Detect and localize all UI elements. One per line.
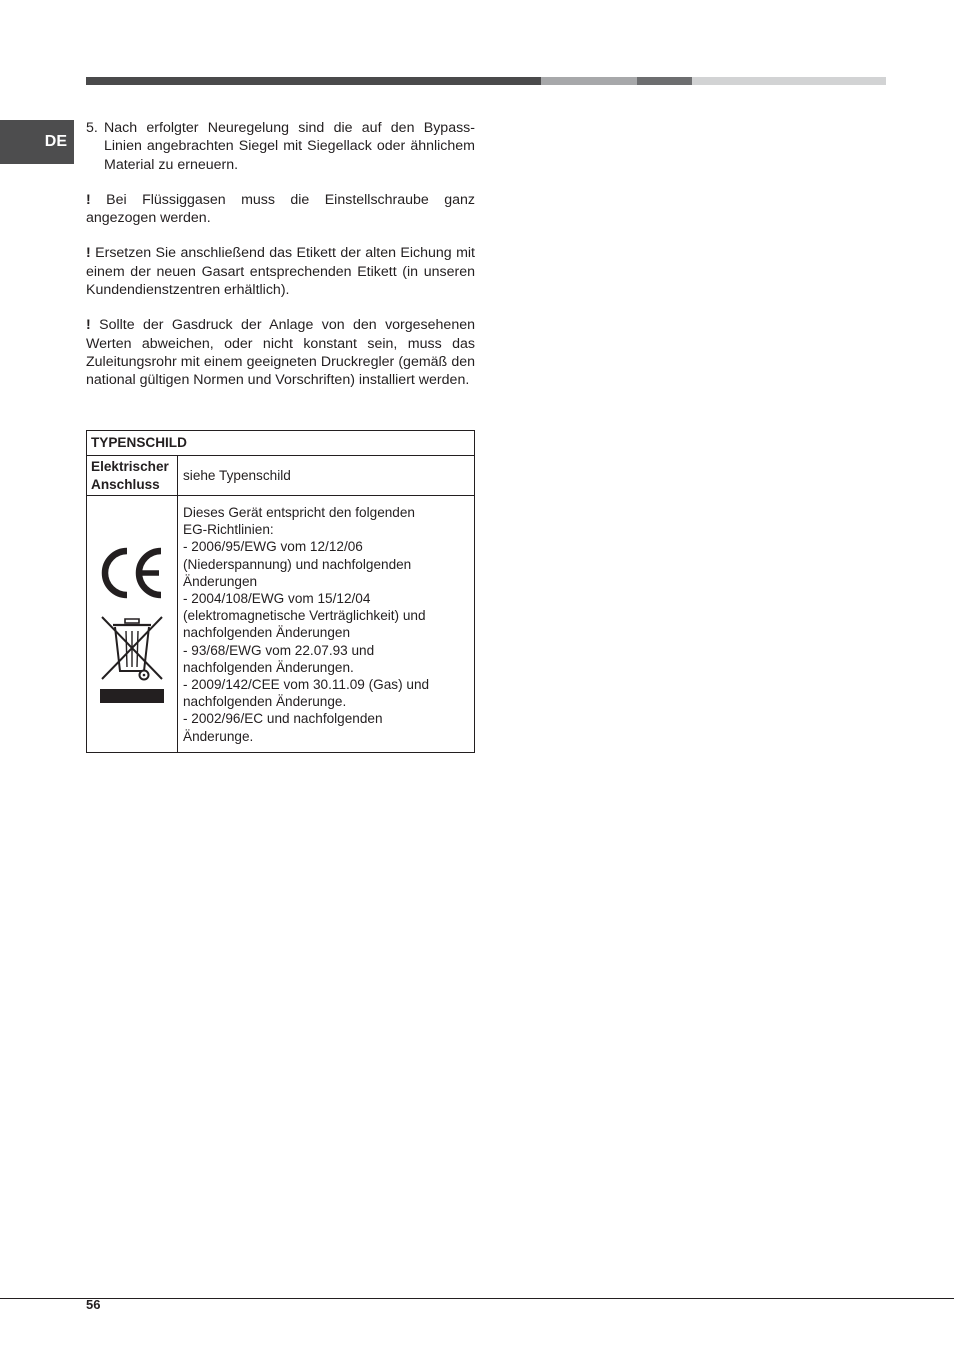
directive-line: - 2002/96/EC und nachfolgenden bbox=[183, 711, 383, 727]
directive-line: EG-Richtlinien: bbox=[183, 522, 274, 538]
warning-note bbox=[86, 191, 475, 228]
directive-line: Änderungen bbox=[183, 573, 258, 589]
table-row bbox=[87, 456, 475, 496]
warning-text: Ersetzen Sie anschließend das Etikett der alten Eichung mit einem der neuen Gasart entsprechenden Etikett (in unseren Kundendienstzentren erhältlich). bbox=[86, 245, 475, 299]
table-row bbox=[87, 496, 475, 753]
ec-directives-text bbox=[178, 496, 475, 753]
header-bar-segment-mid-gray bbox=[637, 77, 692, 85]
instructions-column bbox=[86, 119, 475, 390]
header-color-bar bbox=[86, 77, 886, 85]
warning-note bbox=[86, 244, 475, 299]
step-number: 5. bbox=[86, 120, 98, 136]
page-number: 56 bbox=[86, 1297, 101, 1312]
ce-mark-icon bbox=[99, 547, 165, 599]
warning-text: Sollte der Gasdruck der Anlage von den vorgesehenen Werten abweichen, oder nicht konstant sein, muss das Zuleitungsrohr mit einem geeigneten Druckregler (gemäß den national gültigen Normen und Vorschriften) installiert werden. bbox=[86, 317, 475, 389]
table-header-row bbox=[87, 431, 475, 456]
step-text: Nach erfolgter Neuregelung sind die auf den Bypass-Linien angebrachten Siegel mit Siegellack oder ähnlichem Material zu erneuern. bbox=[104, 120, 475, 173]
electrical-connection-label bbox=[87, 456, 178, 496]
header-bar-segment-pale bbox=[692, 77, 886, 85]
directive-line: - 2004/108/EWG vom 15/12/04 bbox=[183, 591, 371, 607]
warning-text: Bei Flüssiggasen muss die Einstellschraube ganz angezogen werden. bbox=[86, 191, 475, 227]
conformity-symbols-cell bbox=[87, 496, 178, 753]
electrical-label-line: Elektrischer bbox=[91, 459, 169, 475]
directive-line: nachfolgenden Änderungen bbox=[183, 625, 351, 641]
warning-note bbox=[86, 316, 475, 389]
crossed-out-wheelie-bin-icon bbox=[99, 613, 165, 705]
header-bar-segment-light-gray bbox=[541, 77, 637, 85]
electrical-label-line: Anschluss bbox=[91, 476, 160, 492]
directive-line: Änderunge. bbox=[183, 728, 254, 744]
language-tab: DE bbox=[0, 120, 74, 164]
warning-mark: ! bbox=[86, 245, 91, 262]
directive-line: - 2006/95/EWG vom 12/12/06 bbox=[183, 539, 363, 555]
directive-line: (Niederspannung) und nachfolgenden bbox=[183, 556, 412, 572]
header-bar-segment-dark bbox=[86, 77, 541, 85]
warning-mark: ! bbox=[86, 191, 91, 208]
directive-line: Dieses Gerät entspricht den folgenden bbox=[183, 505, 415, 520]
directive-line: - 2009/142/CEE vom 30.11.09 (Gas) und bbox=[183, 677, 430, 693]
rating-plate-table bbox=[86, 430, 475, 753]
directive-line: (elektromagnetische Verträglichkeit) und bbox=[183, 608, 426, 624]
warning-mark: ! bbox=[86, 317, 91, 334]
rating-plate-title: TYPENSCHILD bbox=[87, 431, 475, 456]
footer-rule bbox=[0, 1298, 954, 1299]
directive-line: nachfolgenden Änderunge. bbox=[183, 694, 347, 710]
directive-line: nachfolgenden Änderungen. bbox=[183, 659, 354, 675]
directive-line: - 93/68/EWG vom 22.07.93 und bbox=[183, 642, 375, 658]
electrical-connection-value: siehe Typenschild bbox=[178, 456, 475, 496]
step-item bbox=[86, 119, 475, 174]
